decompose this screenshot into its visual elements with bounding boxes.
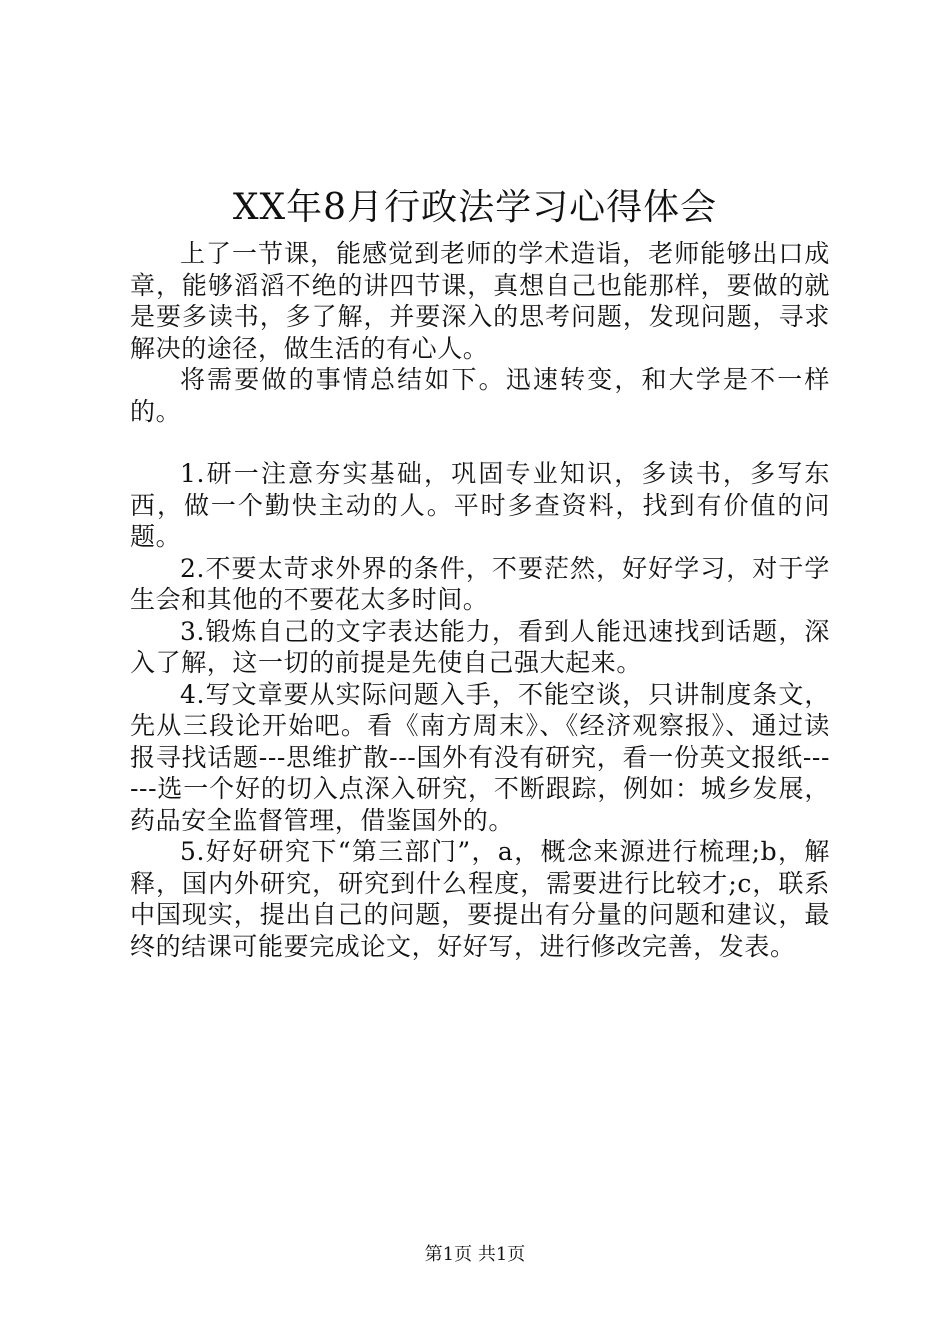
paragraph-item-2: 2.不要太苛求外界的条件，不要茫然，好好学习，对于学生会和其他的不要花太多时间。 [130, 553, 830, 614]
paragraph-item-3: 3.锻炼自己的文字表达能力，看到人能迅速找到话题，深入了解，这一切的前提是先使自己强大起来。 [130, 616, 830, 677]
paragraph-item-1: 1.研一注意夯实基础，巩固专业知识，多读书，多写东西，做一个勤快主动的人。平时多查资料，找到有价值的问题。 [130, 459, 830, 551]
paragraph-item-4: 4.写文章要从实际问题入手，不能空谈，只讲制度条文，先从三段论开始吧。看《南方周末》、《经济观察报》、通过读报寻找话题---思维扩散---国外有没有研究，看一份英文报纸------选一个好的切入点深入研究，不断跟踪，例如：城乡发展，药品安全监督管理，借鉴国外的。 [130, 679, 830, 835]
page-number-footer: 第1页 共1页 [424, 1244, 526, 1265]
document-title: XX年8月行政法学习心得体会 [232, 187, 718, 228]
document-body [130, 238, 830, 962]
paragraph-intro: 上了一节课，能感觉到老师的学术造诣，老师能够出口成章，能够滔滔不绝的讲四节课，真想自己也能那样，要做的就是要多读书，多了解，并要深入的思考问题，发现问题，寻求解决的途径，做生活的有心人。 [130, 239, 830, 363]
paragraph-summary: 将需要做的事情总结如下。迅速转变，和大学是不一样的。 [130, 365, 830, 426]
paragraph-item-5: 5.好好研究下“第三部门”，a，概念来源进行梳理;b，解释，国内外研究，研究到什么程度，需要进行比较才;c，联系中国现实，提出自己的问题，要提出有分量的问题和建议，最终的结课可能要完成论文，好好写，进行修改完善，发表。 [130, 837, 830, 961]
